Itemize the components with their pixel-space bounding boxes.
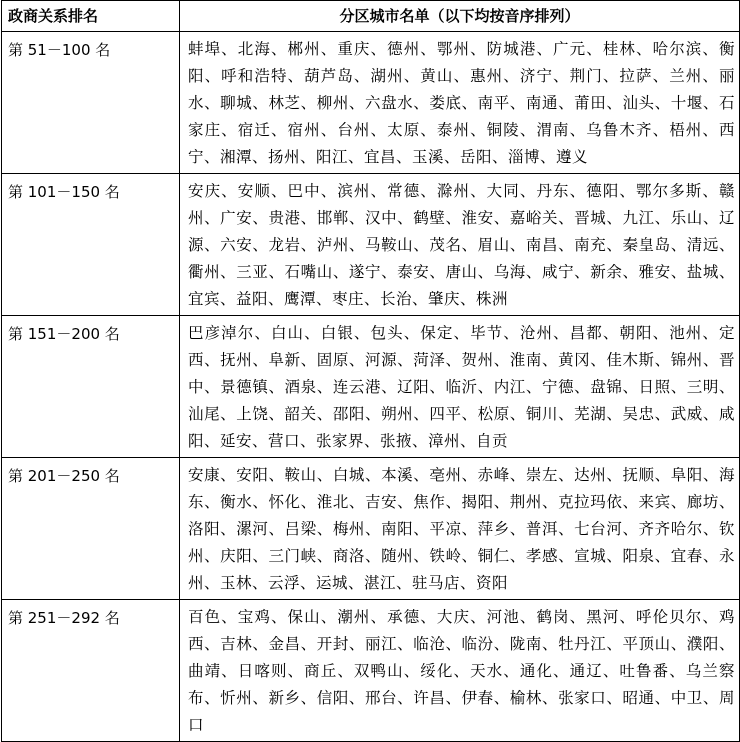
rank-cell: 第 101－150 名 <box>2 174 180 316</box>
cities-cell: 蚌埠、北海、郴州、重庆、德州、鄂州、防城港、广元、桂林、哈尔滨、衡阳、呼和浩特、葫芦岛、湖州、黄山、惠州、济宁、荆门、拉萨、兰州、丽水、聊城、林芝、柳州、六盘水、娄底、南平、南通、莆田、汕头、十堰、石家庄、宿迁、宿州、台州、太原、泰州、铜陵、渭南、乌鲁木齐、梧州、西宁、湘潭、扬州、阳江、宜昌、玉溪、岳阳、淄博、遵义 <box>180 32 740 174</box>
table-row <box>2 316 740 458</box>
rank-cell: 第 151－200 名 <box>2 316 180 458</box>
header-cities: 分区城市名单（以下均按音序排列） <box>180 1 740 32</box>
table-row <box>2 600 740 742</box>
cities-cell: 安康、安阳、鞍山、白城、本溪、亳州、赤峰、崇左、达州、抚顺、阜阳、海东、衡水、怀化、淮北、吉安、焦作、揭阳、荆州、克拉玛依、来宾、廊坊、洛阳、漯河、吕梁、梅州、南阳、平凉、萍乡、普洱、七台河、齐齐哈尔、钦州、庆阳、三门峡、商洛、随州、铁岭、铜仁、孝感、宣城、阳泉、宜春、永州、玉林、云浮、运城、湛江、驻马店、资阳 <box>180 458 740 600</box>
header-rank: 政商关系排名 <box>2 1 180 32</box>
city-ranking-table <box>1 0 740 742</box>
table-row <box>2 458 740 600</box>
cities-cell: 百色、宝鸡、保山、潮州、承德、大庆、河池、鹤岗、黑河、呼伦贝尔、鸡西、吉林、金昌、开封、丽江、临沧、临汾、陇南、牡丹江、平顶山、濮阳、曲靖、日喀则、商丘、双鸭山、绥化、天水、通化、通辽、吐鲁番、乌兰察布、忻州、新乡、信阳、邢台、许昌、伊春、榆林、张家口、昭通、中卫、周口 <box>180 600 740 742</box>
rank-cell: 第 251－292 名 <box>2 600 180 742</box>
cities-cell: 安庆、安顺、巴中、滨州、常德、滁州、大同、丹东、德阳、鄂尔多斯、赣州、广安、贵港、邯郸、汉中、鹤壁、淮安、嘉峪关、晋城、九江、乐山、辽源、六安、龙岩、泸州、马鞍山、茂名、眉山、南昌、南充、秦皇岛、清远、衢州、三亚、石嘴山、遂宁、泰安、唐山、乌海、咸宁、新余、雅安、盐城、宜宾、益阳、鹰潭、枣庄、长治、肇庆、株洲 <box>180 174 740 316</box>
rank-cell: 第 201－250 名 <box>2 458 180 600</box>
table-row <box>2 32 740 174</box>
table-row <box>2 174 740 316</box>
table-header-row <box>2 1 740 32</box>
cities-cell: 巴彦淖尔、白山、白银、包头、保定、毕节、沧州、昌都、朝阳、池州、定西、抚州、阜新、固原、河源、菏泽、贺州、淮南、黄冈、佳木斯、锦州、晋中、景德镇、酒泉、连云港、辽阳、临沂、内江、宁德、盘锦、日照、三明、汕尾、上饶、韶关、邵阳、朔州、四平、松原、铜川、芜湖、吴忠、武威、咸阳、延安、营口、张家界、张掖、漳州、自贡 <box>180 316 740 458</box>
rank-cell: 第 51－100 名 <box>2 32 180 174</box>
